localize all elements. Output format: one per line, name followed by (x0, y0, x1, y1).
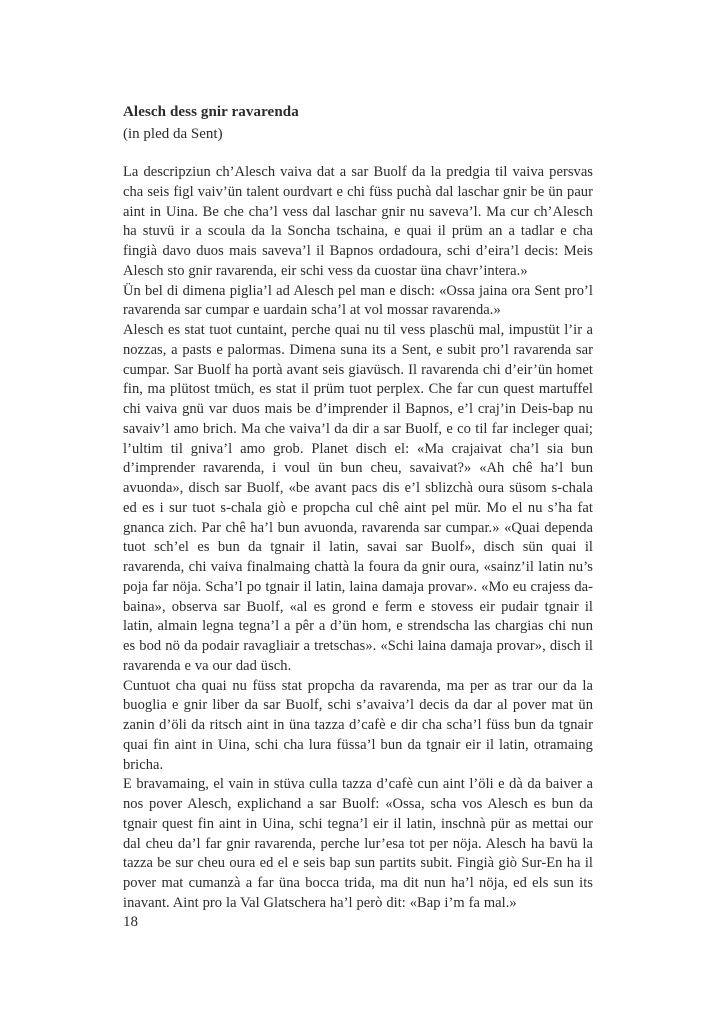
paragraph-5: E bravamaing, el vain in stüva culla tazza d’cafè cun aint l’öli e dà da baiver a nos pover Alesch, explichand a sar Buolf: «Ossa, scha vos Alesch es bun da tgnair quest fin aint in Uina, schi tegna’l eir il latin, inschnà pür as mettai our dal cheu da’l far gnir ravarenda, perche lur’esa tot per nöja. Alesch ha bavü la tazza be sur cheu oura ed el e seis bap sun partits subit. Fingià giò Sur-En ha il pover mat cumanzà a far üna bocca trida, ma dit nun ha’l nöja, ed els sun its inavant. Aint pro la Val Glatschera ha’l però dit: «Bap i’m fa mal.» (123, 776, 593, 911)
story-title: Alesch dess gnir ravarenda (123, 104, 299, 120)
paragraph-1: La descripziun ch’Alesch vaiva dat a sar Buolf da la predgia til vaiva persvas cha seis figl vaiv’ün talent ourdvart e chi füss puchà dal laschar gnir be ün paur aint in Uina. Be che cha’l vess dal laschar gnir nu saveva’l. Ma cur ch’Alesch ha stuvü ir a scoula da la Soncha tschaina, e quai il prüm an a tadlar e cha fingià davo duos mais saveva’l il Bapnos ordadoura, schi d’eira’l decis: Meis Alesch sto gnir ravarenda, eir schi vess da cuostar üna chavr’intera.» (123, 164, 593, 279)
text-column (123, 103, 593, 914)
page-number: 18 (123, 914, 138, 930)
story-subtitle: (in pled da Sent) (123, 126, 223, 142)
paragraph-4: Cuntuot cha quai nu füss stat propcha da ravarenda, ma per as trar our da la buoglia e gnir liber da sar Buolf, schi s’avaiva’l decis da dar al pover mat ün zanin d’öli da ritsch aint in üna tazza d’cafè e dir cha scha’l füss bun da tgnair quai fin aint in Uina, schi cha lura füssa’l bun da tgnair eir il latin, otramaing bricha. (123, 677, 593, 773)
story-body (123, 163, 593, 914)
paragraph-2: Ün bel di dimena piglia’l ad Alesch pel man e disch: «Ossa jaina ora Sent pro’l ravarenda sar cumpar e uardain scha’l at vol mossar ravarenda.» (123, 282, 593, 319)
paragraph-3: Alesch es stat tuot cuntaint, perche quai nu til vess plaschü mal, impustüt l’ir a nozzas, a pasts e palormas. Dimena suna its a Sent, e subit pro’l ravarenda sar cumpar. Sar Buolf ha portà avant seis giavüsch. Il ravarenda chi d’eir’ün homet fin, ma plütost tmüch, es stat il prüm tuot perplex. Che far cun quest martuffel chi vaiva gnü var duos mais be d’imprender il Bapnos, e’l craj’in Deis-bap nu savaiv’l amo brich. Ma che vaiva’l da dir a sar Buolf, e co til far incleger quai; l’ultim til gniva’l amo grob. Planet disch el: «Ma crajaivat cha’l sia bun d’imprender ravarenda, i voul ün bun cheu, savaivat?» «Ah chê ha’l bun avuonda», disch sar Buolf, «be avant pacs dis e’l sblizchà oura süsom s-chala ed es i sur tuot s-chala giò e propcha cul chê aint pel mür. Mo el nu s’ha fat gnanca zich. Par chê ha’l bun avuonda, ravarenda sar cumpar.» «Quai dependa tuot sch’el es bun da tgnair il latin, savai sar Buolf», disch sün quai il ravarenda, chi vaiva finalmaing chattà la foura da gnir oura, «sainz’il latin nu’s poja far nöja. Scha’l po tgnair il latin, laina damaja provar». «Mo eu crajess dabaina», observa sar Buolf, «al es grond e ferm e stovess eir pudair tgnair il latin, almain legna tegna’l a pêr a d’ün hom, e strendscha las chargias chi nun es bod nö da podair ravagliair a tretschas». «Schi laina damaja provar», disch il ravarenda e va our dad üsch. (123, 322, 593, 674)
